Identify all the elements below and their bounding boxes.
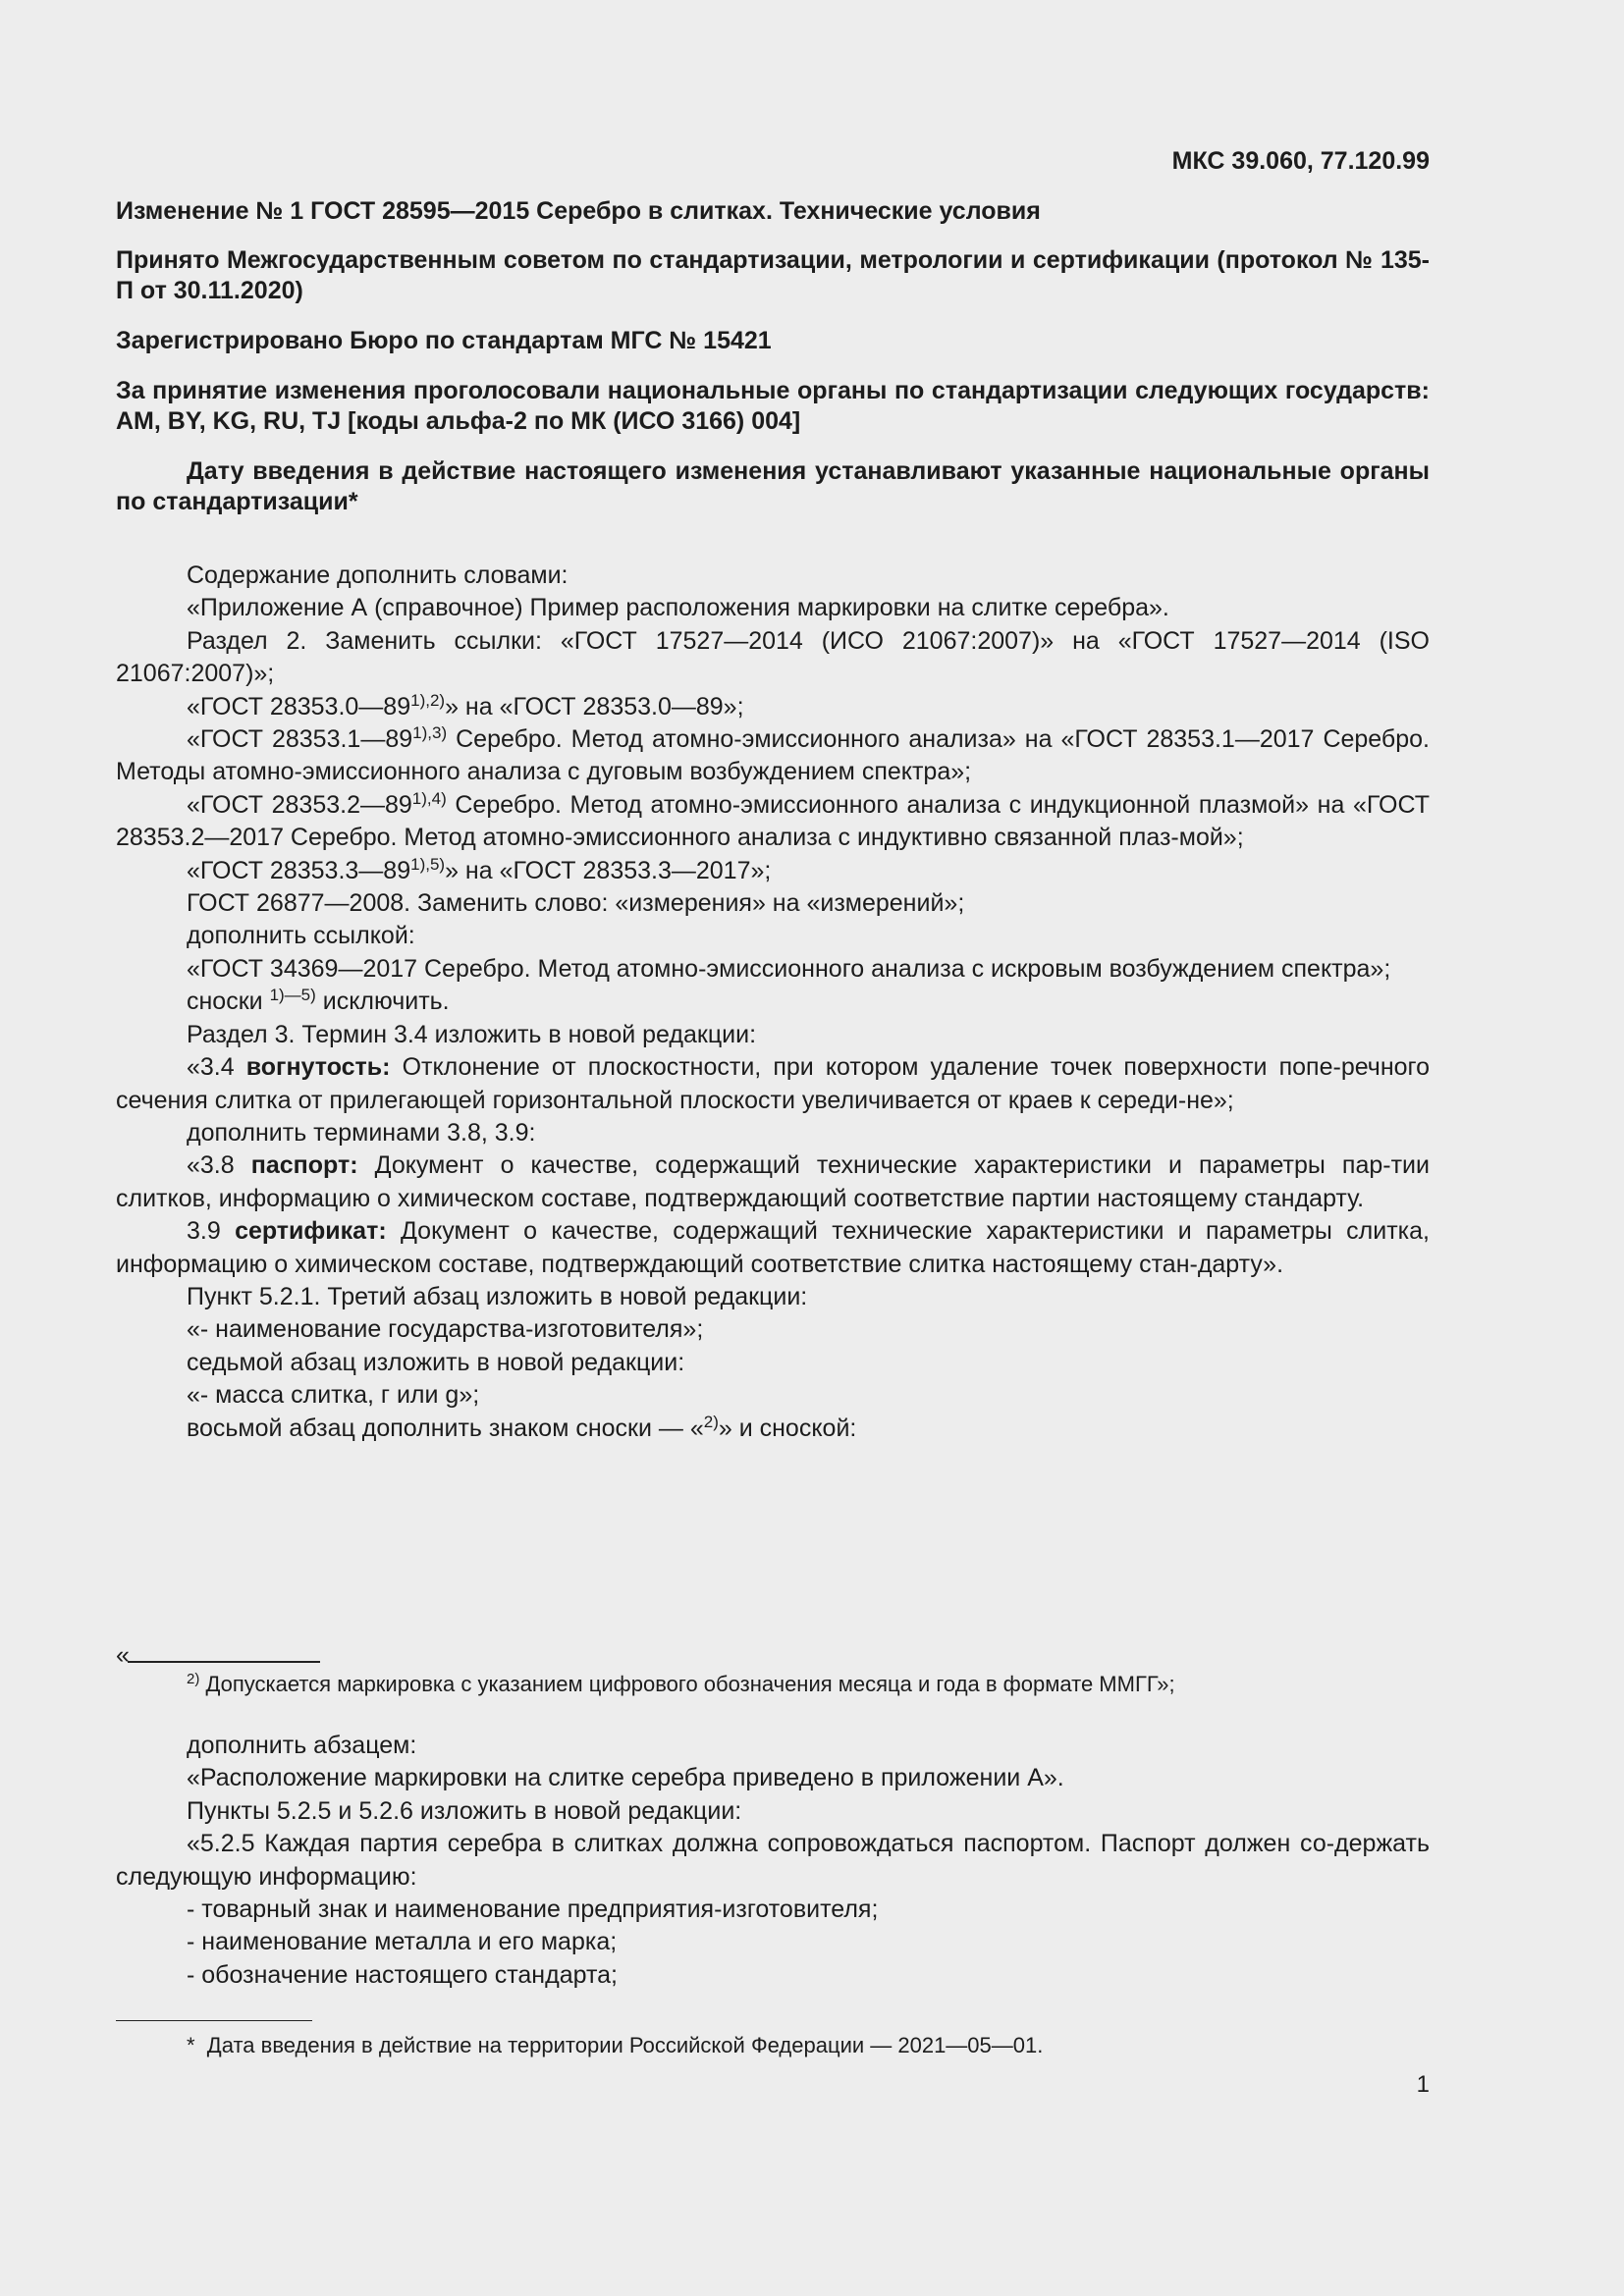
paragraph: Раздел 2. Заменить ссылки: «ГОСТ 17527—2014 (ИСО 21067:2007)» на «ГОСТ 17527—2014 (ISO 21067:2007)»;	[116, 626, 1430, 688]
term-definition: «3.8 паспорт: Документ о качестве, содержащий технические характеристики и параметры пар-тии слитков, информацию о химическом составе, подтверждающий соответствие партии настоящему стандарту.	[116, 1151, 1430, 1212]
term-definition: 3.9 сертификат: Документ о качестве, содержащий технические характеристики и параметры слитка, информацию о химическом составе, подтверждающий соответствие слитка настоящему стан-дарту».	[116, 1217, 1430, 1278]
paragraph: «ГОСТ $28353.1—89^{1),3)}$ Серебро. Метод атомно-эмиссионного анализа» на «ГОСТ 28353.1—2017 Серебро. Методы атомно-эмиссионного анализа с дуговым возбуждением спектра»;	[116, 723, 1430, 786]
paragraph: дополнить ссылкой:	[187, 922, 415, 950]
paragraph: восьмой абзац дополнить знаком сноски — «$^{2)}$» и сноской:	[187, 1412, 857, 1442]
footnote-ref: 1),2)	[410, 690, 446, 710]
term: сертификат:	[235, 1217, 387, 1246]
term: паспорт:	[250, 1151, 358, 1180]
change-body-continued	[116, 1730, 1430, 1992]
inline-footnote-text: $^{2)}$ Допускается маркировка с указанием цифрового обозначения месяца и года в формате ММГГ»;	[187, 1671, 1175, 1696]
paragraph: Раздел 3. Термин 3.4 изложить в новой редакции:	[187, 1020, 757, 1048]
change-body	[116, 560, 1430, 1445]
page-footnote-divider	[116, 2020, 312, 2021]
paragraph: сноски $^{1)—5)}$ исключить.	[187, 986, 450, 1016]
paragraph: «ГОСТ $28353.2—89^{1),4)}$ Серебро. Метод атомно-эмиссионного анализа с индукционной плазмой» на «ГОСТ 28353.2—2017 Серебро. Метод атомно-эмиссионного анализа с индуктивно связанной плаз-мой»;	[116, 788, 1430, 852]
term: вогнутость:	[245, 1053, 391, 1082]
paragraph: ГОСТ 26877—2008. Заменить слово: «измерения» на «измерений»;	[187, 889, 965, 918]
effective-date-statement: Дату введения в действие настоящего изменения устанавливают указанные национальные органы по стандартизации*	[116, 457, 1430, 515]
paragraph: «ГОСТ $28353.3—89^{1),5)}$» на «ГОСТ 28353.3—2017»;	[187, 854, 772, 884]
footnote-ref: 1),3)	[412, 723, 448, 743]
term-definition: «3.4 вогнутость: Отклонение от плоскостности, при котором удаление точек поверхности попе-речного сечения слитка от прилегающей горизонтальной плоскости увеличивается от краев к середи-не»;	[116, 1053, 1431, 1114]
paragraph: дополнить терминами 3.8, 3.9:	[187, 1118, 536, 1147]
paragraph: «- наименование государства-изготовителя»;	[187, 1315, 704, 1344]
footnote-ref: 1),5)	[410, 854, 446, 874]
paragraph: «5.2.5 Каждая партия серебра в слитках должна сопровождаться паспортом. Паспорт должен со-держать следующую информацию:	[116, 1830, 1430, 1891]
registration-statement: Зарегистрировано Бюро по стандартам МГС № 15421	[116, 327, 772, 354]
paragraph: седьмой абзац изложить в новой редакции:	[187, 1348, 685, 1376]
paragraph: Пункт 5.2.1. Третий абзац изложить в новой редакции:	[187, 1282, 808, 1310]
page-footnote: * Дата введения в действие на территории Российской Федерации — 2021—05—01.	[187, 2033, 1044, 2057]
page-number: 1	[1416, 2071, 1430, 2098]
list-item: - обозначение настоящего стандарта;	[187, 1960, 618, 1989]
footnote-ref: 1)—5)	[269, 986, 316, 1005]
paragraph: «Расположение маркировки на слитке серебра приведено в приложении А».	[187, 1764, 1064, 1792]
paragraph: «- масса слитка, г или g»;	[187, 1381, 480, 1410]
paragraph: «ГОСТ 34369—2017 Серебро. Метод атомно-эмиссионного анализа с искровым возбуждением спектра»;	[187, 954, 1391, 983]
footnote-ref: 2)	[703, 1412, 719, 1431]
document-title: Изменение № 1 ГОСТ 28595—2015 Серебро в слитках. Технические условия	[116, 197, 1041, 225]
list-item: - товарный знак и наименование предприятия-изготовителя;	[187, 1896, 879, 1924]
voting-statement: За принятие изменения проголосовали национальные органы по стандартизации следующих государств: AM, BY, KG, RU, TJ [коды альфа-2 по МК (ИСО 3166) 004]	[116, 377, 1430, 435]
mks-code: МКС 39.060, 77.120.99	[1171, 147, 1430, 175]
paragraph: Содержание дополнить словами:	[187, 561, 568, 589]
list-item: - наименование металла и его марка;	[187, 1928, 618, 1956]
inline-footnote-divider	[128, 1661, 320, 1663]
paragraph: «ГОСТ $28353.0—89^{1),2)}$» на «ГОСТ 28353.0—89»;	[187, 690, 744, 721]
inline-footnote-quote: «	[116, 1641, 130, 1669]
paragraph: Пункты 5.2.5 и 5.2.6 изложить в новой редакции:	[187, 1796, 742, 1825]
paragraph: «Приложение А (справочное) Пример расположения маркировки на слитке серебра».	[187, 594, 1169, 622]
adopted-statement: Принято Межгосударственным советом по стандартизации, метрологии и сертификации (протокол № 135-П от 30.11.2020)	[116, 246, 1430, 304]
footnote-ref: 1),4)	[411, 788, 447, 808]
paragraph: дополнить абзацем:	[187, 1732, 417, 1759]
